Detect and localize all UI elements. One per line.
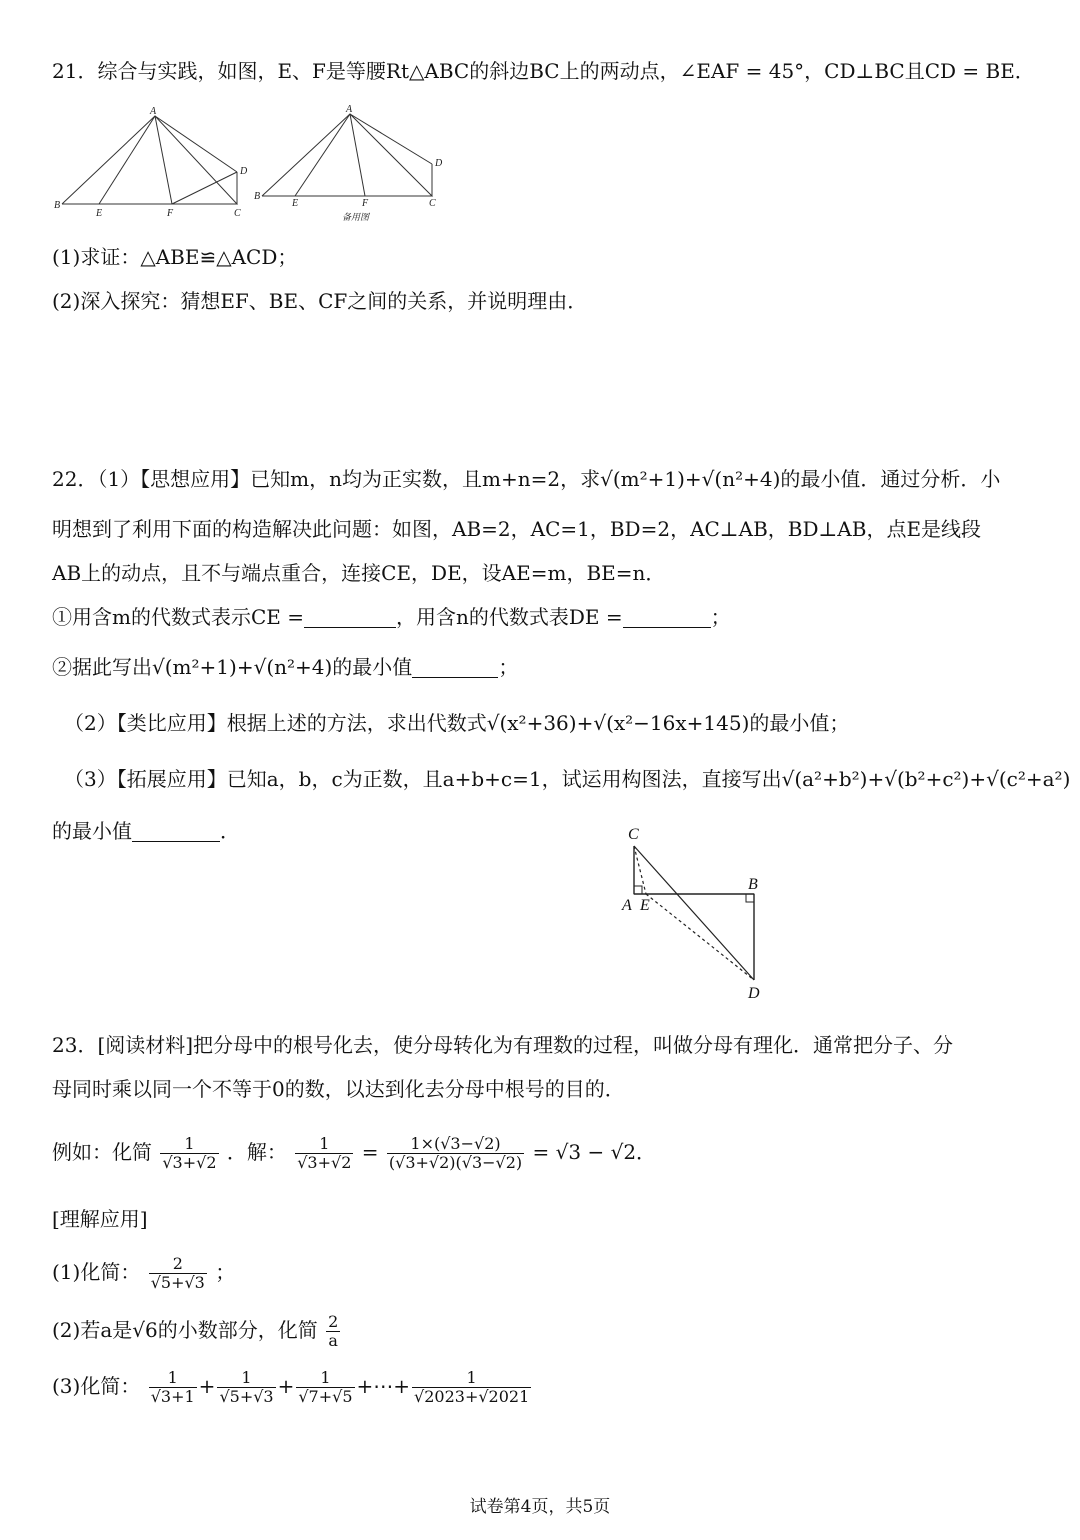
q21-part1: (1)求证：△ABE≌△ACD； xyxy=(52,245,298,269)
q21-b-label-A: A xyxy=(346,104,353,115)
q23-apply-title: [理解应用] xyxy=(52,1207,148,1231)
q22-line1: 22．（1）【思想应用】已知m，n均为正实数，且m+n=2，求√(m²+1)+√(n²+4)的最小值．通过分析．小 xyxy=(52,467,1001,491)
q23-part3-term: $\frac{1}{√3+1}$ xyxy=(150,1368,195,1406)
q21-label-B: B xyxy=(54,200,61,211)
q21-label-E: E xyxy=(96,208,103,219)
q22-min-prompt: ②据此写出√(m²+1)+√(n²+4)的最小值 xyxy=(52,655,413,679)
q23-part2: (2)若a是√6的小数部分，化简 $\frac{2}{a}$ xyxy=(52,1312,339,1350)
q22-label-A: A xyxy=(622,897,632,914)
q23-part3-term: $\frac{1}{√2023+√2021}$ xyxy=(414,1368,530,1406)
q21-label-F: F xyxy=(167,208,174,219)
q21-figure xyxy=(52,100,452,225)
q23-part1-fraction: $\frac{2}{√5+√3}$ xyxy=(150,1254,205,1292)
q22-de-prompt: ，用含n的代数式表DE = xyxy=(395,605,623,629)
q22-part3-cont: 的最小值 ． xyxy=(52,819,240,843)
q22-label-C: C xyxy=(628,826,639,843)
q22-label-E: E xyxy=(640,897,650,914)
q22-line4: ①用含m的代数式表示CE = ，用含n的代数式表DE = ； xyxy=(52,605,731,629)
q23-example-result: = √3 − √2． xyxy=(532,1140,657,1164)
q23-part3: (3)化简： $\frac{1}{√3+1}$ + $\frac{1}{√5+√3}$ + $\frac{1}{√7+√5}$ +⋯+ $\frac{1}{√2023+√2021}$ xyxy=(52,1368,530,1406)
q21-b-label-B: B xyxy=(254,191,261,202)
q23-example-fraction2: $\frac{1}{√3+√2}$ xyxy=(297,1134,352,1172)
page-footer: 试卷第4页，共5页 xyxy=(469,1497,611,1517)
q21-label-A: A xyxy=(150,106,157,117)
q23-example-fraction: $\frac{1}{√3+√2}$ xyxy=(162,1134,217,1172)
q23-part1: (1)化简： $\frac{2}{√5+√3}$ ； xyxy=(52,1254,236,1292)
q23-example: 例如：化简 $\frac{1}{√3+√2}$ ．解： $\frac{1}{√3+√2}$ = $\frac{1\times(√3-√2)}{(√3+√2)(√3-√2)}$ = √3 − √2． xyxy=(52,1134,657,1172)
q22-label-D: D xyxy=(748,985,760,1002)
q22-min-blank[interactable] xyxy=(412,655,498,678)
q23-part3-term: $\frac{1}{√5+√3}$ xyxy=(219,1368,274,1406)
q22-line3: AB上的动点，且不与端点重合，连接CE，DE，设AE=m，BE=n． xyxy=(52,561,666,585)
q21-stem: 21．综合与实践，如图，E、F是等腰Rt△ABC的斜边BC上的两动点，∠EAF = 45°，CD⊥BC且CD = BE． xyxy=(52,59,1035,83)
q21-backup-triangle xyxy=(262,114,432,196)
q21-b-label-C: C xyxy=(429,198,436,209)
q22-part3-blank[interactable] xyxy=(132,819,220,842)
q21-backup-caption: 备用图 xyxy=(342,212,370,222)
q23-example-step: $\frac{1\times(√3-√2)}{(√3+√2)(√3-√2)}$ xyxy=(388,1134,523,1172)
q22-label-B: B xyxy=(748,876,758,893)
q22-line2: 明想到了利用下面的构造解决此问题：如图，AB=2，AC=1，BD=2，AC⊥AB，BD⊥AB，点E是线段 xyxy=(52,517,982,541)
q23-part3-term: $\frac{1}{√7+√5}$ xyxy=(298,1368,353,1406)
q21-label-C: C xyxy=(234,208,241,219)
q21-part2: (2)深入探究：猜想EF、BE、CF之间的关系，并说明理由． xyxy=(52,289,588,313)
q21-b-label-E: E xyxy=(292,198,299,209)
q22-ce-blank[interactable] xyxy=(304,605,396,628)
q21-b-label-F: F xyxy=(362,198,369,209)
q23-part2-fraction: $\frac{2}{a}$ xyxy=(328,1312,339,1350)
q23-line1: 23．[阅读材料]把分母中的根号化去，使分母转化为有理数的过程，叫做分母有理化．通常把分子、分 xyxy=(52,1033,954,1057)
q21-b-label-D: D xyxy=(435,158,443,169)
q22-part3: （3）【拓展应用】已知a，b，c为正数，且a+b+c=1，试运用构图法，直接写出√(a²+b²)+√(b²+c²)+√(c²+a²) xyxy=(64,767,1071,791)
q21-label-D: D xyxy=(240,166,248,177)
q22-de-blank[interactable] xyxy=(623,605,711,628)
q22-part2: （2）【类比应用】根据上述的方法，求出代数式√(x²+36)+√(x²−16x+145)的最小值； xyxy=(64,711,850,735)
q21-main-triangle xyxy=(62,116,237,204)
q22-ce-prompt: ①用含m的代数式表示CE = xyxy=(52,605,304,629)
q23-line2: 母同时乘以同一个不等于0的数，以达到化去分母中根号的目的． xyxy=(52,1077,625,1101)
q22-line5: ②据此写出√(m²+1)+√(n²+4)的最小值 ； xyxy=(52,655,519,679)
q22-figure xyxy=(616,822,776,1002)
